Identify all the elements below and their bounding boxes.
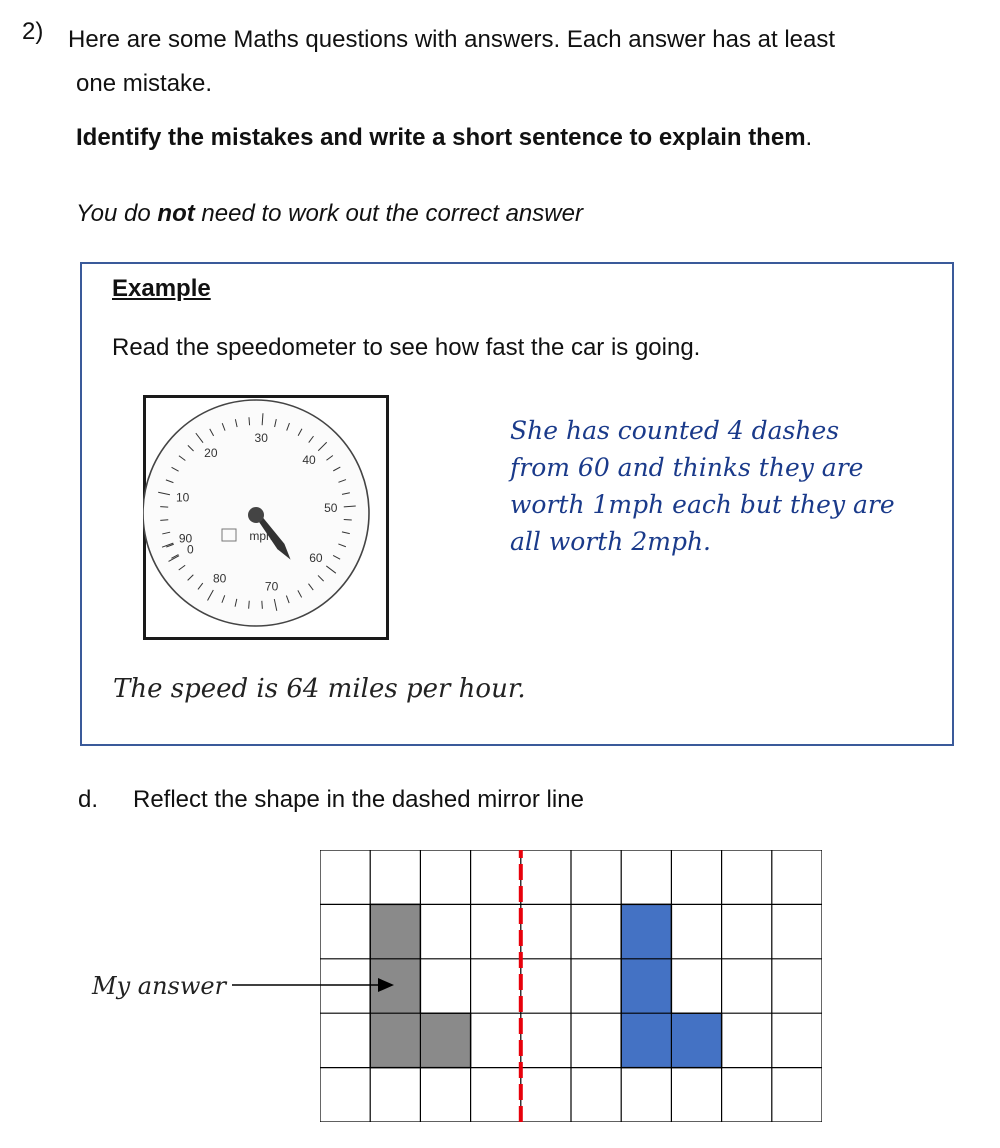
speedometer-label: 0 bbox=[187, 542, 194, 557]
speedometer-label: 20 bbox=[204, 446, 218, 461]
speedometer-label: 30 bbox=[254, 431, 268, 446]
question-number: 2) bbox=[22, 18, 44, 45]
question-intro-line2: one mistake. bbox=[76, 70, 213, 97]
note bbox=[76, 200, 583, 228]
arrow-icon bbox=[232, 974, 402, 996]
speedometer-unit: mph bbox=[249, 529, 273, 543]
speedometer-minor-tick bbox=[249, 601, 250, 609]
speedometer-label: 50 bbox=[324, 500, 338, 515]
explanation-line-4: all worth 2mph. bbox=[510, 527, 712, 556]
speedometer-minor-tick bbox=[262, 601, 263, 609]
example-title: Example bbox=[112, 275, 211, 302]
speedometer-label: 40 bbox=[302, 452, 316, 467]
example-question: Read the speedometer to see how fast the car is going. bbox=[112, 334, 701, 361]
speedometer-minor-tick bbox=[160, 520, 168, 521]
note-after: need to work out the correct answer bbox=[194, 200, 583, 227]
explanation-line-1: She has counted 4 dashes bbox=[510, 416, 840, 445]
question-intro bbox=[68, 18, 948, 106]
my-answer-label: My answer bbox=[92, 972, 227, 1000]
speedometer-label: 70 bbox=[264, 579, 279, 594]
speedometer-label: 90 bbox=[178, 531, 193, 546]
speedometer-label: 80 bbox=[212, 571, 227, 586]
explanation-line-3: worth 1mph each but they are bbox=[510, 490, 895, 519]
note-emphasis: not bbox=[157, 200, 195, 227]
speedometer-label: 60 bbox=[309, 551, 323, 566]
question-intro-line1: Here are some Maths questions with answers. Each answer has at least bbox=[68, 26, 836, 53]
instruction-end: . bbox=[805, 124, 813, 151]
speedometer-image bbox=[143, 395, 389, 640]
example-answer: The speed is 64 miles per hour. bbox=[113, 674, 526, 704]
speedometer-minor-tick bbox=[344, 519, 352, 520]
speedometer-minor-tick bbox=[249, 417, 250, 425]
part-d-letter: d. bbox=[78, 786, 99, 813]
instruction bbox=[76, 124, 812, 152]
explanation-line-2: from 60 and thinks they are bbox=[510, 453, 864, 482]
speedometer-label: 10 bbox=[175, 490, 190, 505]
speedometer-minor-tick bbox=[160, 507, 168, 508]
instruction-text: Identify the mistakes and write a short sentence to explain them bbox=[76, 124, 806, 151]
speedometer-hub bbox=[248, 507, 264, 523]
mistake-explanation bbox=[510, 412, 920, 560]
note-before: You do bbox=[76, 200, 158, 227]
part-d-question: Reflect the shape in the dashed mirror line bbox=[133, 786, 584, 813]
